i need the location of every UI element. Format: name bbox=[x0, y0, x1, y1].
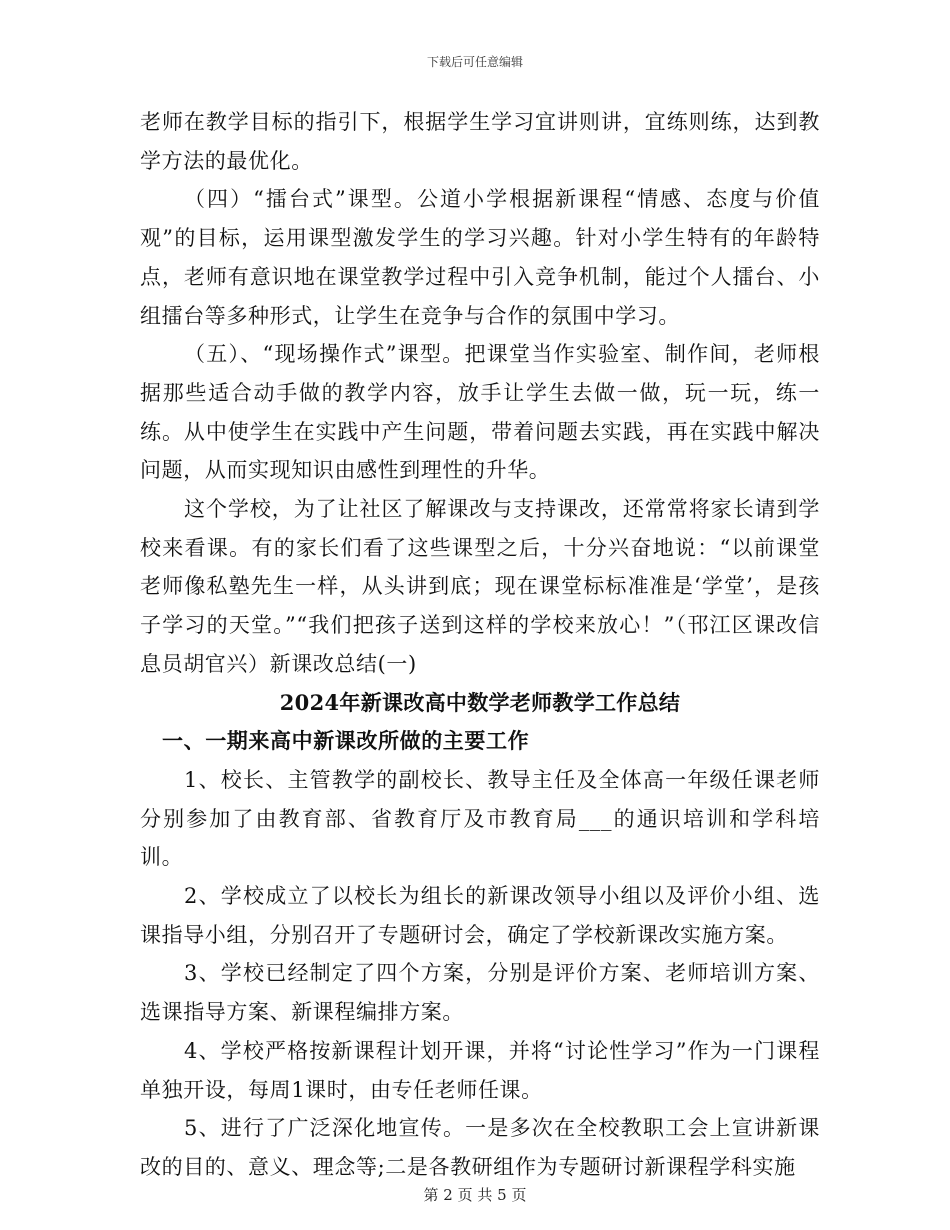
document-body bbox=[140, 103, 820, 1187]
list-item-publicity: 5、进行了广泛深化地宣传。一是多次在全校教职工会上宣讲新课改的目的、意义、理念等;二是各教研组作为专题研讨新课程学科实施 bbox=[140, 1116, 820, 1179]
page-footer: 第 2 页 共 5 页 bbox=[423, 1186, 527, 1204]
list-item-four-plans: 3、学校已经制定了四个方案，分别是评价方案、老师培训方案、选课指导方案、新课程编排方案。 bbox=[140, 961, 820, 1025]
paragraph-continuation: 老师在教学目标的指引下，根据学生学习宜讲则讲，宜练则练，达到教学方法的最优化。 bbox=[140, 110, 820, 173]
paragraph-onsite-operation-lesson-type: （五）、“现场操作式”课型。把课堂当作实验室、制作间，老师根据那些适合动手做的教学内容，放手让学生去做一做，玩一玩，练一练。从中使学生在实践中产生问题，带着问题去实践，再在实践中解决问题，从而实现知识由感性到理性的升华。 bbox=[140, 342, 820, 483]
paragraph-parents-visit: 这个学校，为了让社区了解课改与支持课改，还常常将家长请到学校来看课。有的家长们看了这些课型之后，十分兴奋地说：“以前课堂老师像私塾先生一样，从头讲到底；现在课堂标标准准是‘学堂’，是孩子学习的天堂。”“我们把孩子送到这样的学校来放心！”（邗江区课改信息员胡官兴）新课改总结(一) bbox=[140, 497, 820, 676]
list-item-course-schedule: 4、学校严格按新课程计划开课，并将“讨论性学习”作为一门课程单独开设，每周1课时，由专任老师任课。 bbox=[140, 1038, 820, 1102]
section-subtitle: 一、一期来高中新课改所做的主要工作 bbox=[162, 728, 530, 754]
section-title: 2024年新课改高中数学老师教学工作总结 bbox=[279, 689, 681, 715]
list-item-training: 1、校长、主管教学的副校长、教导主任及全体高一年级任课老师分别参加了由教育部、省教育厅及市教育局___的通识培训和学科培训。 bbox=[140, 767, 820, 870]
page-header: 下载后可任意编辑 bbox=[426, 55, 523, 69]
list-item-leadership-group: 2、学校成立了以校长为组长的新课改领导小组以及评价小组、选课指导小组，分别召开了专题研讨会，确定了学校新课改实施方案。 bbox=[140, 884, 820, 947]
paragraph-leitai-lesson-type: （四）“擂台式”课型。公道小学根据新课程“情感、态度与价值观”的目标，运用课型激发学生的学习兴趣。针对小学生特有的年龄特点，老师有意识地在课堂教学过程中引入竞争机制，能过个人擂台、小组擂台等多种形式，让学生在竞争与合作的氛围中学习。 bbox=[140, 187, 820, 328]
